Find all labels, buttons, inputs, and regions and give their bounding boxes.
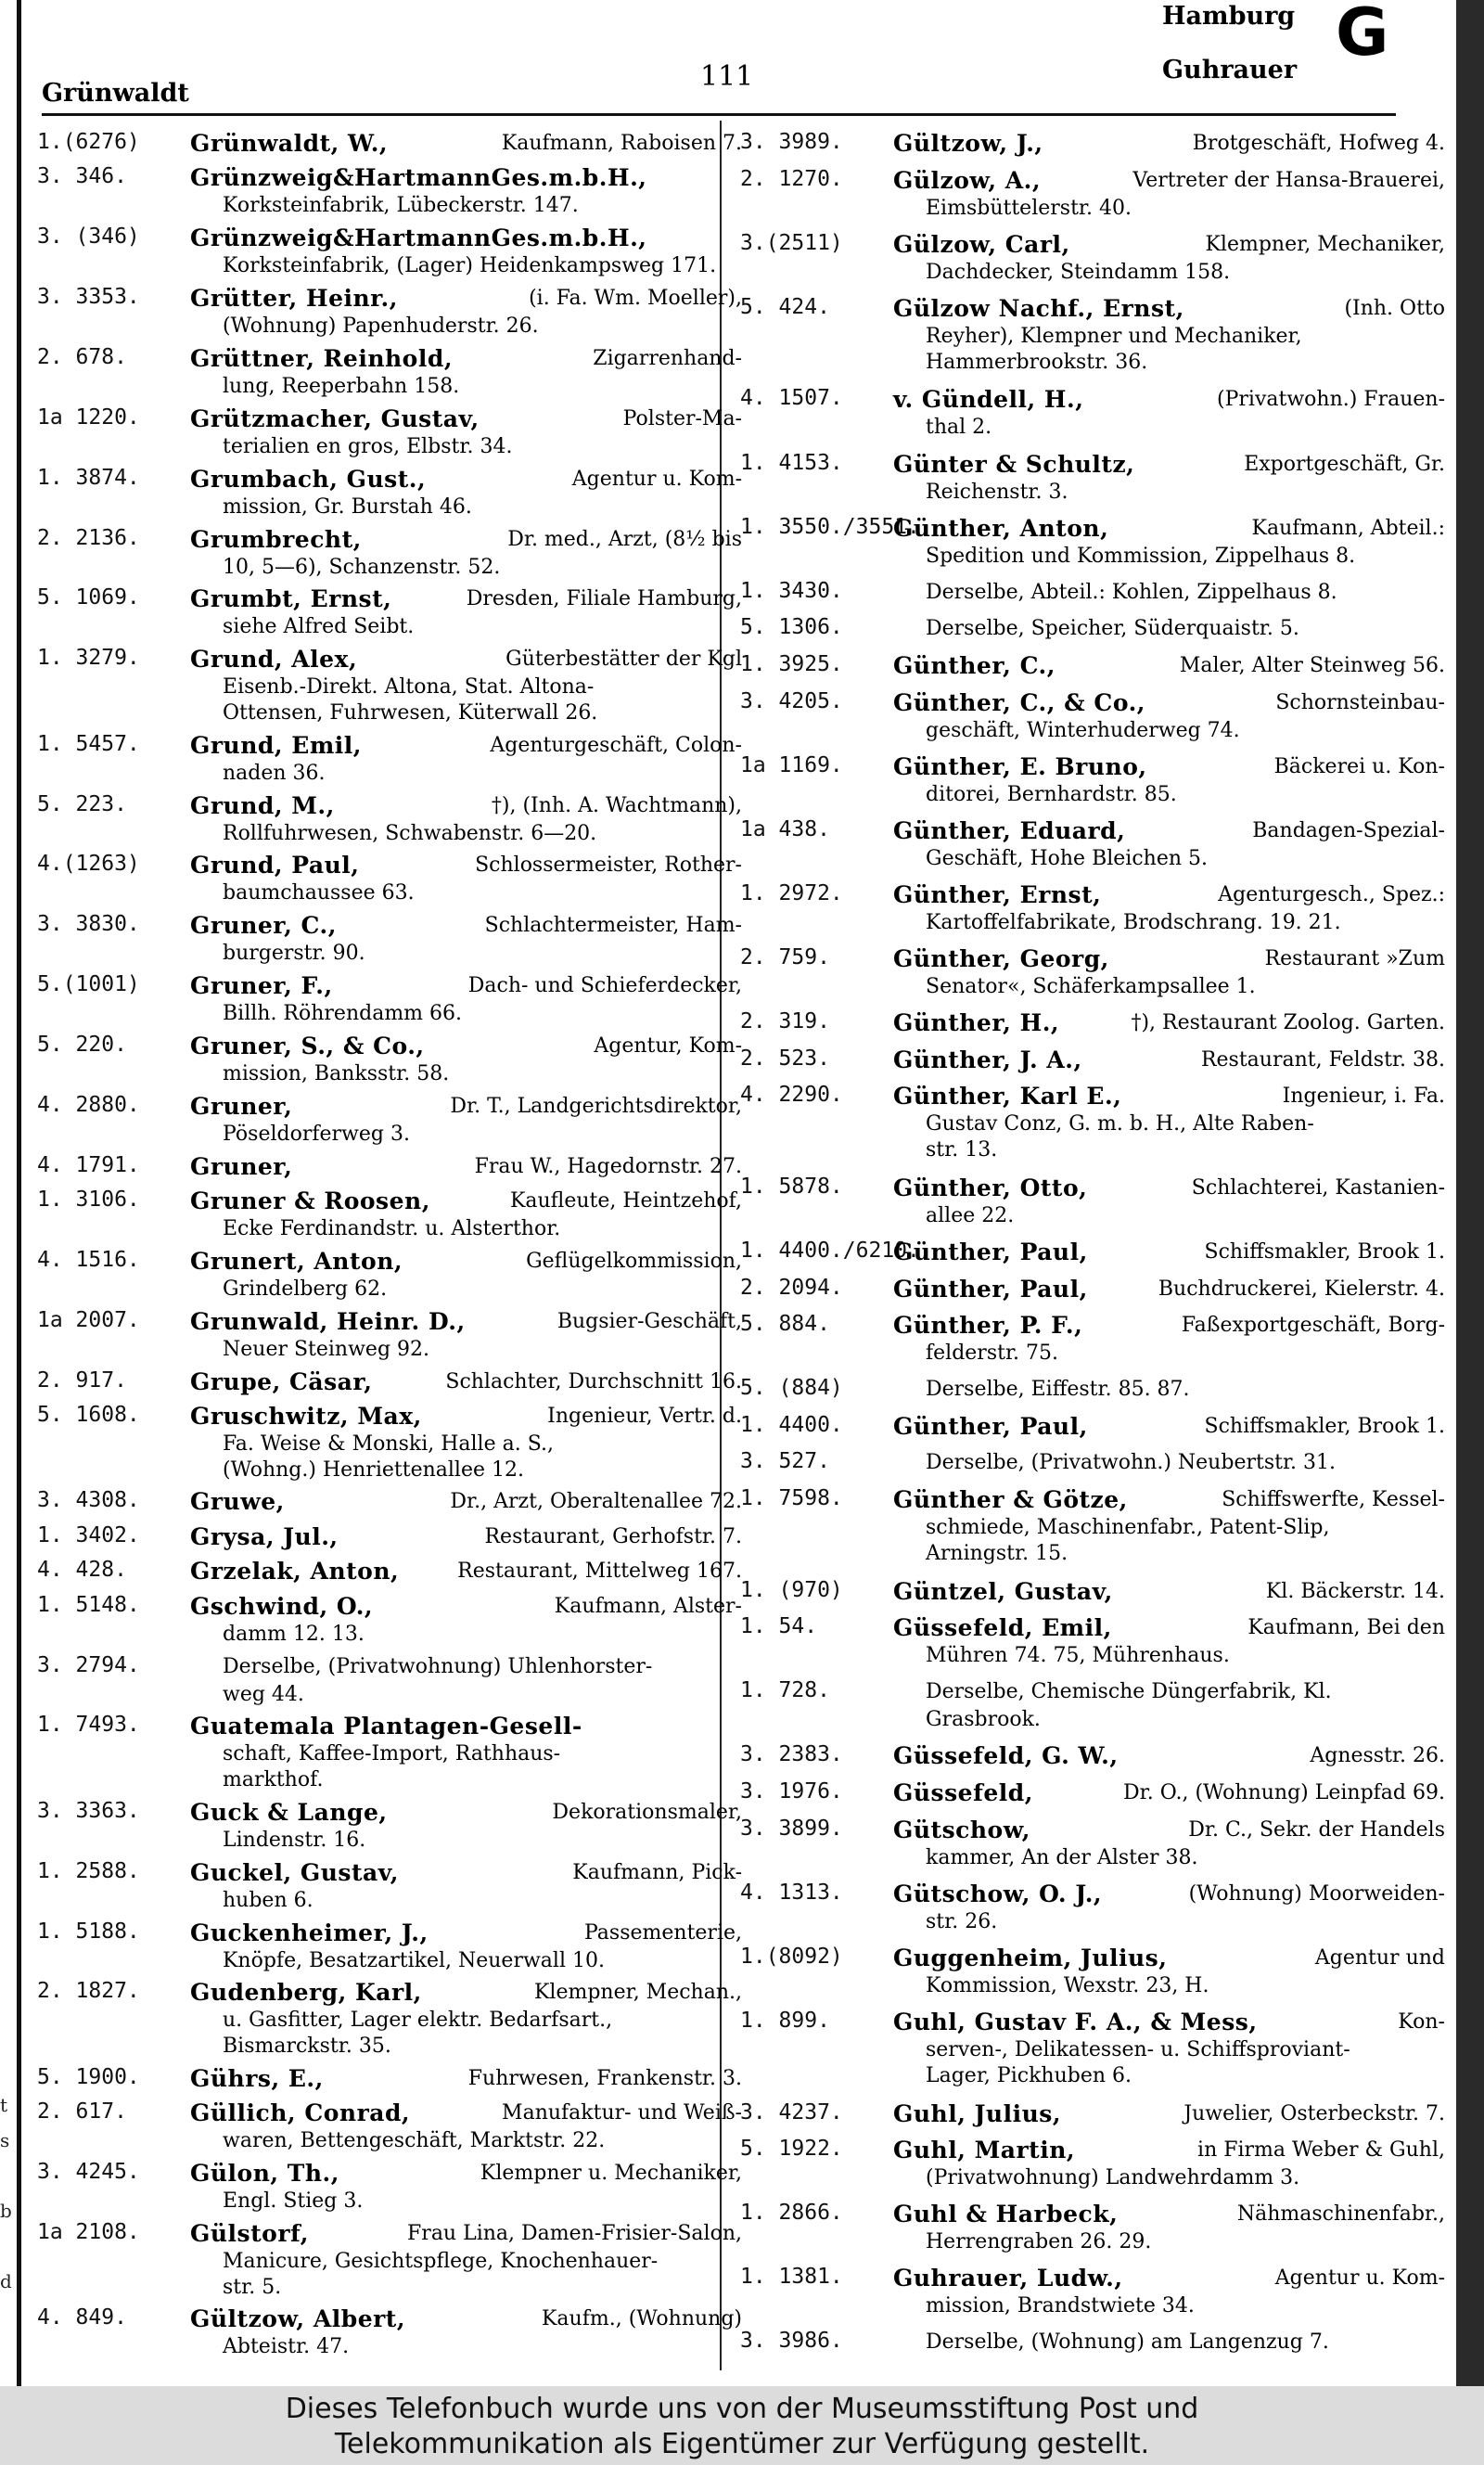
header-right-keyword: Guhrauer xyxy=(1162,56,1298,84)
subscriber-name: Grund, Emil, xyxy=(190,731,362,759)
subscriber-name: Günther, J. A., xyxy=(893,1046,1082,1073)
subscriber-name: Guckel, Gustav, xyxy=(190,1858,399,1886)
entry-description: Kaufmann, Bei den xyxy=(1247,1616,1445,1640)
phone-number: 3. 4237. xyxy=(740,2099,843,2125)
entry-description: Schiffswerfte, Kessel- xyxy=(1222,1487,1445,1511)
entry-continuation: Manicure, Gesichtspflege, Knochenhauer- str. 5. xyxy=(223,2249,659,2299)
entry-description: Schornsteinbau- xyxy=(1275,690,1445,714)
phone-number: 2. 2094. xyxy=(740,1275,843,1300)
phone-number: 2. 617. xyxy=(37,2099,127,2125)
subscriber-name: Günther, Anton, xyxy=(893,514,1109,542)
header-rule xyxy=(42,113,1396,116)
entry-description: Zigarrenhand- xyxy=(593,347,742,371)
subscriber-name: Gülzow, A., xyxy=(893,166,1042,194)
phone-number: 1.(6276) xyxy=(37,130,140,154)
phone-number: 5. 223. xyxy=(37,791,127,816)
entry-description: Schlachtermeister, Ham- xyxy=(484,914,742,938)
phone-number: 1. 2588. xyxy=(37,1858,140,1883)
phone-number: 1. 3402. xyxy=(37,1522,140,1547)
subscriber-name: Günther, Ernst, xyxy=(893,880,1102,908)
subscriber-name: Grünzweig&HartmannGes.m.b.H., xyxy=(190,164,647,192)
phone-number: 2. 523. xyxy=(740,1046,830,1071)
entry-description: Schiffsmakler, Brook 1. xyxy=(1204,1240,1445,1264)
subscriber-name: Günther, Paul, xyxy=(893,1412,1088,1440)
entry-description: Exportgeschäft, Gr. xyxy=(1244,452,1445,476)
entry-description: Agentur und xyxy=(1314,1945,1445,1970)
entry-continuation: schaft, Kaffee-Import, Rathhaus- markthof. xyxy=(223,1742,561,1792)
entry-description: Vertreter der Hansa-Brauerei, xyxy=(1132,168,1445,192)
phone-number: 1. 3550./3551. xyxy=(740,514,920,539)
phone-number: 3. (346) xyxy=(37,225,140,250)
phone-number: 2. 917. xyxy=(37,1367,127,1393)
entry-continuation: Herrengraben 26. 29. xyxy=(926,2230,1152,2254)
phone-number: 4. 1313. xyxy=(740,1880,843,1905)
subscriber-name: Grünzweig&HartmannGes.m.b.H., xyxy=(190,225,647,252)
entry-description: Kaufmann, Raboisen 7. xyxy=(501,132,742,155)
phone-number: 1. 7493. xyxy=(37,1713,140,1738)
subscriber-name: Guhl, Gustav F. A., & Mess, xyxy=(893,2008,1258,2035)
subscriber-name: Güssefeld, Emil, xyxy=(893,1614,1112,1642)
subscriber-name: Gruschwitz, Max, xyxy=(190,1403,422,1431)
phone-number: 1. 54. xyxy=(740,1614,818,1639)
entry-description: Güterbestätter der Kgl xyxy=(505,648,742,672)
subscriber-name: v. Gündell, H., xyxy=(893,386,1084,414)
subscriber-name: Grützmacher, Gustav, xyxy=(190,404,480,432)
entry-description: Agenturgesch., Spez.: xyxy=(1218,882,1445,906)
header-left-keyword: Grünwaldt xyxy=(42,79,189,108)
entry-continuation: Korksteinfabrik, Lübeckerstr. 147. xyxy=(223,194,579,218)
entry-continuation: (Privatwohnung) Landwehrdamm 3. xyxy=(926,2166,1300,2190)
entry-description: Restaurant, Gerhofstr. 7. xyxy=(484,1524,742,1548)
phone-number: 1.(8092) xyxy=(740,1944,843,1969)
entry-description: Restaurant »Zum xyxy=(1264,946,1445,970)
entry-description: Ingenieur, i. Fa. xyxy=(1282,1085,1445,1109)
phone-number: 1. 5457. xyxy=(37,731,140,756)
phone-number: 5. 884. xyxy=(740,1312,830,1337)
entry-description: Schiffsmakler, Brook 1. xyxy=(1204,1414,1445,1438)
entry-continuation: mission, Brandstwiete 34. xyxy=(926,2294,1195,2318)
phone-number: 1a 2108. xyxy=(37,2219,140,2244)
phone-number: 5. 1900. xyxy=(37,2064,140,2089)
phone-number: 2. 1270. xyxy=(740,166,843,191)
subscriber-name: Gruner, S., & Co., xyxy=(190,1032,425,1059)
subscriber-name: Gülzow, Carl, xyxy=(893,230,1070,258)
entry-description: Dr. C., Sekr. der Handels xyxy=(1188,1817,1445,1842)
entry-description: (Privatwohn.) Frauen- xyxy=(1217,388,1445,412)
entry-description: in Firma Weber & Guhl, xyxy=(1197,2138,1445,2163)
entry-continuation: Lindenstr. 16. xyxy=(223,1828,366,1852)
subscriber-name: Guhrauer, Ludw., xyxy=(893,2265,1123,2292)
subscriber-name: Grysa, Jul., xyxy=(190,1522,339,1550)
entry-continuation: Eisenb.-Direkt. Altona, Stat. Altona- Ottensen, Fuhrwesen, Küterwall 26. xyxy=(223,675,598,725)
phone-number: 1. 3874. xyxy=(37,465,140,490)
subscriber-name: Gülstorf, xyxy=(190,2219,309,2247)
subscriber-name: Gütschow, xyxy=(893,1816,1030,1843)
entry-description: Schlossermeister, Rother- xyxy=(475,854,742,878)
subscriber-name: Güllich, Conrad, xyxy=(190,2099,411,2127)
phone-number: 1. 728. xyxy=(740,1678,830,1703)
entry-description: Faßexportgeschäft, Borg- xyxy=(1181,1314,1445,1338)
phone-number: 4. 1791. xyxy=(37,1152,140,1177)
entry-continuation: allee 22. xyxy=(926,1203,1015,1227)
subscriber-name: Günther & Götze, xyxy=(893,1485,1128,1513)
entry-continuation: Abteistr. 47. xyxy=(223,2335,350,2359)
subscriber-name: Gührs, E., xyxy=(190,2064,324,2092)
phone-number: 3. 3353. xyxy=(37,285,140,310)
entry-continuation: 10, 5—6), Schanzenstr. 52. xyxy=(223,555,501,579)
entry-description: Klempner, Mechan., xyxy=(533,1981,742,2005)
entry-description: Dr. O., (Wohnung) Leinpfad 69. xyxy=(1123,1780,1445,1804)
subscriber-name: Guatemala Plantagen-Gesell- xyxy=(190,1713,582,1740)
phone-number: 1a 1220. xyxy=(37,404,140,430)
footer-line-1: Dieses Telefonbuch wurde uns von der Museumsstiftung Post und xyxy=(285,2393,1199,2425)
subscriber-name: Grüttner, Reinhold, xyxy=(190,345,454,373)
entry-continuation: siehe Alfred Seibt. xyxy=(223,615,415,639)
phone-number: 3. 527. xyxy=(740,1449,830,1474)
entry-description: Derselbe, Speicher, Süderquaistr. 5. xyxy=(926,617,1299,641)
entry-description: Derselbe, Chemische Düngerfabrik, Kl. xyxy=(926,1680,1332,1704)
phone-number: 5. 1922. xyxy=(740,2137,843,2162)
phone-number: 4. 2880. xyxy=(37,1092,140,1117)
phone-number: 1a 1169. xyxy=(740,752,843,777)
entry-description: Bandagen-Spezial- xyxy=(1252,818,1445,842)
entry-continuation: damm 12. 13. xyxy=(223,1622,365,1646)
entry-continuation: Billh. Röhrendamm 66. xyxy=(223,1002,463,1026)
phone-number: 3. 3986. xyxy=(740,2329,843,2354)
subscriber-name: Güssefeld, xyxy=(893,1778,1033,1806)
subscriber-name: Günther, Otto, xyxy=(893,1174,1088,1201)
phone-number: 1. 2866. xyxy=(740,2201,843,2226)
entry-continuation: mission, Gr. Burstah 46. xyxy=(223,494,472,519)
phone-number: 4. 1507. xyxy=(740,386,843,411)
header-city: Hamburg xyxy=(1162,2,1296,31)
entry-description: Dr. T., Landgerichtsdirektor, xyxy=(450,1094,742,1118)
entry-continuation: str. 26. xyxy=(926,1909,998,1933)
phone-number: 1. 3430. xyxy=(740,578,843,603)
entry-description: (i. Fa. Wm. Moeller), xyxy=(529,287,742,311)
phone-number: 3. 3989. xyxy=(740,130,843,154)
phone-number: 3. 346. xyxy=(37,164,127,189)
phone-number: 1. 899. xyxy=(740,2008,830,2033)
entry-description: Bäckerei u. Kon- xyxy=(1273,754,1445,778)
subscriber-name: Guhl, Martin, xyxy=(893,2137,1076,2164)
entry-description: Nähmaschinenfabr., xyxy=(1236,2202,1445,2227)
entry-description: Polster-Ma- xyxy=(622,406,742,430)
entry-description: Dekorationsmaler, xyxy=(552,1800,742,1824)
phone-number: 1. 5188. xyxy=(37,1919,140,1944)
entry-continuation: Eimsbüttelerstr. 40. xyxy=(926,196,1132,220)
entry-continuation: u. Gasfitter, Lager elektr. Bedarfsart., Bismarckstr. 35. xyxy=(223,2009,613,2059)
entry-continuation: schmiede, Maschinenfabr., Patent-Slip, Arningstr. 15. xyxy=(926,1515,1330,1565)
entry-description: Kaufmann, Pick- xyxy=(572,1860,742,1884)
phone-number: 1. (970) xyxy=(740,1577,843,1602)
entry-continuation: serven-, Delikatessen- u. Schiffsproviant- Lager, Pickhuben 6. xyxy=(926,2037,1350,2087)
entry-continuation: Knöpfe, Besatzartikel, Neuerwall 10. xyxy=(223,1948,605,1972)
phone-number: 5. 1608. xyxy=(37,1403,140,1428)
entry-continuation: Korksteinfabrik, (Lager) Heidenkampsweg 171. xyxy=(223,254,717,278)
subscriber-name: Gruner, xyxy=(190,1152,293,1180)
entry-description: Schlachterei, Kastanien- xyxy=(1191,1175,1445,1200)
phone-number: 1. 4400. xyxy=(740,1412,843,1437)
subscriber-name: Gruner, xyxy=(190,1092,293,1120)
entry-continuation: baumchaussee 63. xyxy=(223,881,415,905)
subscriber-name: Günther, Paul, xyxy=(893,1239,1088,1265)
entry-continuation: Grindelberg 62. xyxy=(223,1277,388,1301)
footer-notice xyxy=(0,2386,1484,2465)
entry-description: Derselbe, (Privatwohn.) Neubertstr. 31. xyxy=(926,1451,1337,1475)
entry-description: Brotgeschäft, Hofweg 4. xyxy=(1192,132,1445,155)
entry-continuation: Ecke Ferdinandstr. u. Alsterthor. xyxy=(223,1217,561,1241)
subscriber-name: Guhl, Julius, xyxy=(893,2099,1062,2127)
entry-continuation: Reyher), Klempner und Mechaniker, Hammerbrookstr. 36. xyxy=(926,324,1302,374)
phone-number: 4. 849. xyxy=(37,2305,127,2330)
subscriber-name: Günther, Eduard, xyxy=(893,816,1126,844)
phone-number: 1. 1381. xyxy=(740,2265,843,2290)
entry-continuation: thal 2. xyxy=(926,416,992,440)
entry-description: Kon- xyxy=(1398,2009,1445,2034)
entry-continuation: Grasbrook. xyxy=(926,1708,1041,1732)
margin-mark: d xyxy=(0,2270,12,2292)
entry-continuation: Senator«, Schäferkampsallee 1. xyxy=(926,974,1256,998)
subscriber-name: Grund, M., xyxy=(190,791,335,819)
entry-continuation: Kartoffelfabrikate, Brodschrang. 19. 21. xyxy=(926,910,1341,934)
entry-description: Kaufm., (Wohnung) xyxy=(542,2307,742,2331)
entry-continuation: geschäft, Winterhuderweg 74. xyxy=(926,718,1240,742)
subscriber-name: Günther, C., xyxy=(893,651,1055,679)
entry-description: (Inh. Otto xyxy=(1344,296,1445,320)
page-edge-shadow xyxy=(1456,0,1484,2386)
page-number: 111 xyxy=(700,60,754,93)
phone-number: 1. 3925. xyxy=(740,651,843,676)
entry-description: Frau W., Hagedornstr. 27. xyxy=(474,1154,742,1178)
margin-mark xyxy=(0,2228,13,2264)
phone-number: 3. 3830. xyxy=(37,912,140,937)
subscriber-name: Grunwald, Heinr. D., xyxy=(190,1307,466,1335)
subscriber-name: Grzelak, Anton, xyxy=(190,1558,400,1586)
subscriber-name: Günther, E. Bruno, xyxy=(893,752,1147,780)
phone-number: 1. 3279. xyxy=(37,646,140,671)
phone-number: 3. 2383. xyxy=(740,1742,843,1767)
subscriber-name: Grumbach, Gust., xyxy=(190,465,427,493)
entry-description: Passementerie, xyxy=(583,1920,742,1945)
subscriber-name: Guck & Lange, xyxy=(190,1798,388,1826)
footer-line-2: Telekommunikation als Eigentümer zur Verfügung gestellt. xyxy=(334,2428,1150,2460)
phone-number: 5.(1001) xyxy=(37,972,140,997)
subscriber-name: Guggenheim, Julius, xyxy=(893,1944,1168,1971)
entry-description: Frau Lina, Damen-Frisier-Salon, xyxy=(407,2221,742,2245)
phone-number: 2. 1827. xyxy=(37,1979,140,2004)
subscriber-name: Günther, Paul, xyxy=(893,1275,1088,1303)
subscriber-name: Gültzow, J., xyxy=(893,130,1043,157)
subscriber-name: Gruner, F., xyxy=(190,972,333,1000)
entry-continuation: Gustav Conz, G. m. b. H., Alte Raben- str. 13. xyxy=(926,1112,1314,1162)
entry-description: Bugsier-Geschäft, xyxy=(556,1309,742,1333)
phone-number: 5. 424. xyxy=(740,294,830,319)
phone-number: 3. 4245. xyxy=(37,2159,140,2184)
entry-continuation: burgerstr. 90. xyxy=(223,942,365,966)
phone-number: 5. 220. xyxy=(37,1032,127,1057)
entry-description: Geflügelkommission, xyxy=(526,1250,742,1273)
entry-description: Agentur u. Kom- xyxy=(571,467,742,491)
entry-continuation: mission, Banksstr. 58. xyxy=(223,1061,450,1085)
subscriber-name: Gudenberg, Karl, xyxy=(190,1979,422,2007)
phone-number: 3. 3899. xyxy=(740,1816,843,1841)
phone-number: 2. 678. xyxy=(37,345,127,370)
entry-description: Dr., Arzt, Oberaltenallee 72. xyxy=(450,1490,742,1514)
entry-description: Kl. Bäckerstr. 14. xyxy=(1265,1579,1445,1603)
entry-continuation: Kommission, Wexstr. 23, H. xyxy=(926,1973,1209,1997)
entry-description: Dach- und Schieferdecker, xyxy=(467,974,742,998)
phone-number: 5. (884) xyxy=(740,1376,843,1401)
entry-continuation: weg 44. xyxy=(223,1682,304,1706)
margin-marks xyxy=(0,2087,13,2299)
phone-number: 5. 1306. xyxy=(740,615,843,640)
subscriber-name: Gütschow, O. J., xyxy=(893,1880,1103,1907)
phone-number: 1. 7598. xyxy=(740,1485,843,1510)
subscriber-name: Günter & Schultz, xyxy=(893,450,1135,478)
entry-continuation: Engl. Stieg 3. xyxy=(223,2189,364,2213)
entry-continuation: kammer, An der Alster 38. xyxy=(926,1845,1198,1869)
margin-mark xyxy=(0,2158,13,2193)
phone-number: 1. 4400./6210. xyxy=(740,1239,920,1263)
entry-continuation: huben 6. xyxy=(223,1888,313,1912)
subscriber-name: Gschwind, O., xyxy=(190,1592,374,1620)
subscriber-name: Günther, Karl E., xyxy=(893,1083,1122,1111)
entry-continuation: Fa. Weise & Monski, Halle a. S., (Wohng.) Henriettenallee 12. xyxy=(223,1432,554,1483)
entry-description: Klempner, Mechaniker, xyxy=(1205,232,1445,256)
phone-number: 1a 438. xyxy=(740,816,830,841)
phone-number: 1. 4153. xyxy=(740,450,843,475)
phone-number: 3.(2511) xyxy=(740,230,843,255)
entry-description: Dresden, Filiale Hamburg, xyxy=(466,587,742,611)
phone-number: 2. 2136. xyxy=(37,525,140,550)
entry-continuation: terialien en gros, Elbstr. 34. xyxy=(223,434,513,458)
phone-number: 4. 428. xyxy=(37,1558,127,1583)
entry-continuation: Mühren 74. 75, Mührenhaus. xyxy=(926,1644,1230,1668)
entry-continuation: Reichenstr. 3. xyxy=(926,480,1068,504)
entry-description: Agenturgeschäft, Colon- xyxy=(490,733,742,757)
phone-number: 5. 1069. xyxy=(37,585,140,610)
entry-description: Kaufmann, Abteil.: xyxy=(1251,516,1445,540)
subscriber-name: Grund, Alex, xyxy=(190,646,358,674)
entry-description: Buchdruckerei, Kielerstr. 4. xyxy=(1158,1277,1445,1301)
entry-description: Derselbe, Eiffestr. 85. 87. xyxy=(926,1378,1190,1402)
phone-number: 3. 4308. xyxy=(37,1488,140,1513)
subscriber-name: Grund, Paul, xyxy=(190,852,360,879)
entry-continuation: Dachdecker, Steindamm 158. xyxy=(926,260,1231,284)
entry-continuation: lung, Reeperbahn 158. xyxy=(223,375,460,399)
margin-mark: t xyxy=(0,2094,8,2116)
phone-number: 1. 3106. xyxy=(37,1188,140,1213)
phone-number: 1a 2007. xyxy=(37,1307,140,1332)
entry-description: Kaufleute, Heintzehof, xyxy=(509,1189,742,1213)
entry-description: Maler, Alter Steinweg 56. xyxy=(1179,653,1445,677)
entry-description: Agnesstr. 26. xyxy=(1310,1744,1445,1768)
subscriber-name: Gültzow, Albert, xyxy=(190,2305,406,2333)
margin-mark: b xyxy=(0,2200,12,2222)
column-divider xyxy=(720,121,722,2370)
subscriber-name: Güntzel, Gustav, xyxy=(893,1577,1113,1605)
entry-description: Kaufmann, Alster- xyxy=(554,1594,742,1618)
subscriber-name: Grütter, Heinr., xyxy=(190,285,398,313)
subscriber-name: Gülzow Nachf., Ernst, xyxy=(893,294,1184,322)
entry-description: (Wohnung) Moorweiden- xyxy=(1188,1881,1445,1906)
phone-number: 3. 1976. xyxy=(740,1778,843,1804)
subscriber-name: Günther, Georg, xyxy=(893,944,1109,972)
entry-continuation: felderstr. 75. xyxy=(926,1342,1059,1366)
phone-number: 2. 759. xyxy=(740,944,830,969)
subscriber-name: Gülon, Th., xyxy=(190,2159,339,2187)
phone-number: 4. 1516. xyxy=(37,1248,140,1272)
entry-description: Derselbe, Abteil.: Kohlen, Zippelhaus 8. xyxy=(926,580,1337,604)
subscriber-name: Günther, C., & Co., xyxy=(893,688,1145,716)
entry-description: Ingenieur, Vertr. d. xyxy=(547,1405,742,1429)
phone-number: 1. 5148. xyxy=(37,1592,140,1617)
entry-description: †), Restaurant Zoolog. Garten. xyxy=(1131,1011,1445,1035)
entry-description: Restaurant, Mittelweg 167. xyxy=(457,1560,742,1584)
entry-description: Derselbe, (Wohnung) am Langenzug 7. xyxy=(926,2330,1329,2355)
subscriber-name: Günther, H., xyxy=(893,1009,1060,1037)
entry-description: Schlachter, Durchschnitt 16. xyxy=(445,1369,742,1393)
phone-number: 3. 4205. xyxy=(740,688,843,713)
entry-continuation: ditorei, Bernhardstr. 85. xyxy=(926,782,1177,806)
subscriber-name: Günther, P. F., xyxy=(893,1312,1083,1340)
phone-number: 4.(1263) xyxy=(37,852,140,877)
margin-mark: s xyxy=(0,2129,10,2151)
entry-description: Dr. med., Arzt, (8½ bis xyxy=(507,527,742,551)
subscriber-name: Gruwe, xyxy=(190,1488,285,1516)
phone-number: 1. 5878. xyxy=(740,1174,843,1199)
subscriber-name: Grünwaldt, W., xyxy=(190,130,389,157)
subscriber-name: Gruner, C., xyxy=(190,912,337,940)
subscriber-name: Grupe, Cäsar, xyxy=(190,1367,373,1395)
entry-description: Klempner u. Mechaniker, xyxy=(480,2161,742,2185)
subscriber-name: Güssefeld, G. W., xyxy=(893,1742,1119,1770)
entry-continuation: Neuer Steinweg 92. xyxy=(223,1337,430,1361)
section-letter: G xyxy=(1336,0,1389,71)
entry-description: Agentur u. Kom- xyxy=(1274,2266,1445,2291)
entry-description: †), (Inh. A. Wachtmann), xyxy=(491,793,742,817)
subscriber-name: Grumbt, Ernst, xyxy=(190,585,392,613)
subscriber-name: Grunert, Anton, xyxy=(190,1248,403,1275)
entry-continuation: Spedition und Kommission, Zippelhaus 8. xyxy=(926,544,1356,568)
entry-continuation: Geschäft, Hohe Bleichen 5. xyxy=(926,846,1208,870)
subscriber-name: Guckenheimer, J., xyxy=(190,1919,429,1946)
entry-continuation: (Wohnung) Papenhuderstr. 26. xyxy=(223,315,539,339)
subscriber-name: Gruner & Roosen, xyxy=(190,1188,430,1215)
phone-number: 4. 2290. xyxy=(740,1083,843,1108)
phone-number: 3. 3363. xyxy=(37,1798,140,1823)
subscriber-name: Guhl & Harbeck, xyxy=(893,2201,1119,2228)
entry-description: Juwelier, Osterbeckstr. 7. xyxy=(1183,2101,1445,2125)
phone-number: 2. 319. xyxy=(740,1009,830,1034)
subscriber-name: Grumbrecht, xyxy=(190,525,362,553)
entry-continuation: naden 36. xyxy=(223,761,326,785)
entry-description: Agentur, Kom- xyxy=(594,1034,742,1058)
entry-continuation: Pöseldorferweg 3. xyxy=(223,1122,410,1146)
entry-description: Manufaktur- und Weiß- xyxy=(502,2101,742,2125)
phone-number: 3. 2794. xyxy=(37,1652,140,1677)
entry-description: Derselbe, (Privatwohnung) Uhlenhorster- xyxy=(223,1654,653,1678)
entry-description: Fuhrwesen, Frankenstr. 3. xyxy=(467,2066,742,2090)
entry-description: Restaurant, Feldstr. 38. xyxy=(1200,1047,1445,1072)
entry-continuation: waren, Bettengeschäft, Marktstr. 22. xyxy=(223,2129,606,2153)
phone-number: 1. 2972. xyxy=(740,880,843,905)
entry-continuation: Rollfuhrwesen, Schwabenstr. 6—20. xyxy=(223,821,597,845)
